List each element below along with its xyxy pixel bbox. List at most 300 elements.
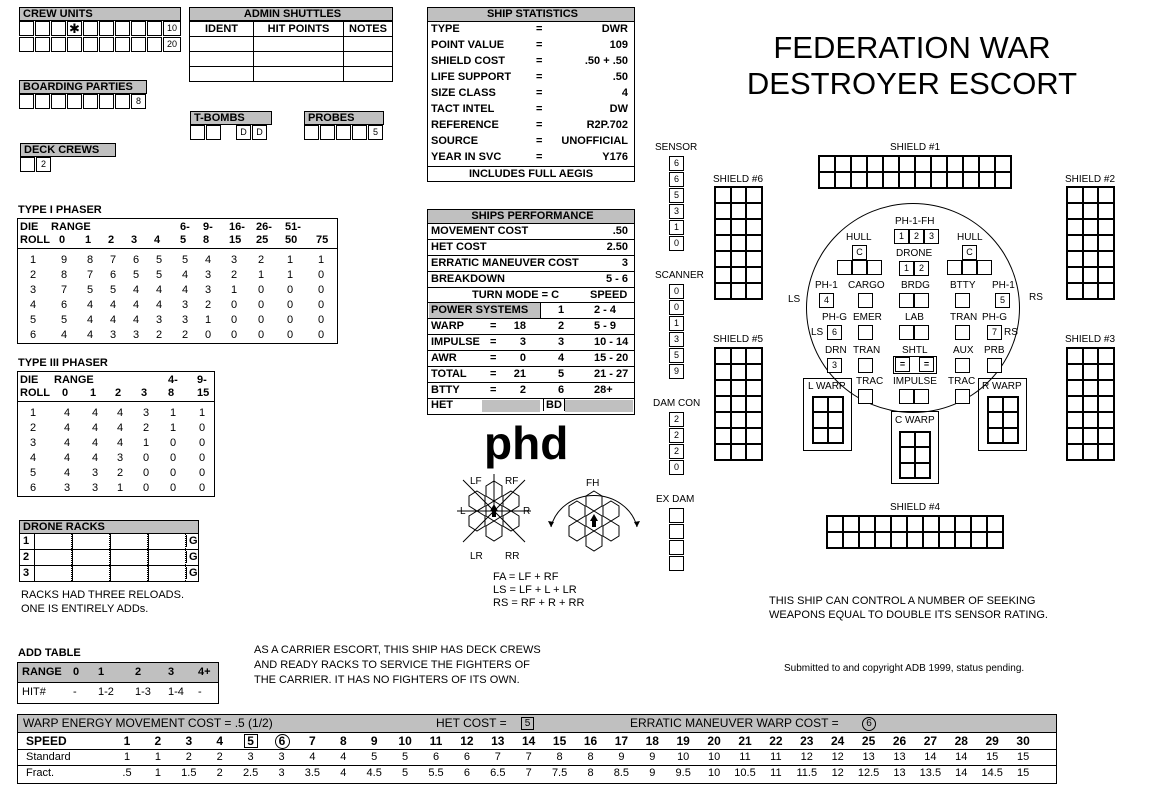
shield-box[interactable] — [955, 532, 971, 548]
shield-box[interactable] — [859, 516, 875, 532]
shield-box[interactable] — [1083, 283, 1099, 299]
boarding-party-box[interactable] — [35, 94, 50, 109]
lab-box[interactable] — [914, 325, 929, 340]
boarding-party-box[interactable] — [19, 94, 34, 109]
damcon-box[interactable]: 0 — [669, 460, 684, 475]
shield-box[interactable] — [1083, 235, 1099, 251]
shield-box[interactable] — [746, 267, 762, 283]
shield-box[interactable] — [715, 267, 731, 283]
type3-phaser-cell: 0 — [199, 467, 206, 479]
ph1-left-box[interactable]: 4 — [819, 293, 834, 308]
type3-phaser-cell: 4 — [92, 452, 99, 464]
drone-rack-slot[interactable] — [110, 566, 148, 581]
shield1-boxes[interactable] — [818, 155, 1012, 189]
shield-box[interactable] — [731, 412, 747, 428]
shield-box[interactable] — [1067, 396, 1083, 412]
shield-box[interactable] — [1067, 283, 1083, 299]
shield-box[interactable] — [1083, 267, 1099, 283]
shield-box[interactable] — [715, 251, 731, 267]
shield-box[interactable] — [899, 172, 915, 188]
shield-box[interactable] — [995, 172, 1011, 188]
shield-box[interactable] — [746, 235, 762, 251]
shield-box[interactable] — [1083, 219, 1099, 235]
shuttle-box[interactable]: = — [919, 357, 934, 372]
drone-rack-row[interactable] — [20, 566, 198, 582]
trac-box[interactable] — [858, 389, 873, 404]
speed-range: 5 - 9 — [594, 320, 617, 332]
shuttle-box[interactable]: = — [895, 357, 910, 372]
boarding-party-box[interactable] — [115, 94, 130, 109]
warp-box[interactable] — [900, 432, 915, 447]
shield-box[interactable] — [875, 516, 891, 532]
ph1fh-box[interactable]: 2 — [909, 229, 924, 244]
impulse-box[interactable] — [914, 389, 929, 404]
crew-unit-box[interactable] — [115, 21, 130, 36]
shield-box[interactable] — [1067, 380, 1083, 396]
shield-box[interactable] — [715, 428, 731, 444]
shield-box[interactable] — [947, 156, 963, 172]
shield-box[interactable] — [715, 187, 731, 203]
shield-box[interactable] — [827, 516, 843, 532]
shield-box[interactable] — [731, 380, 747, 396]
drone-rack-slot[interactable] — [72, 534, 110, 549]
shield-box[interactable] — [1067, 444, 1083, 460]
tbomb-box[interactable] — [190, 125, 205, 140]
type3-phaser-cell: 1 — [30, 407, 37, 419]
shield-box[interactable] — [843, 532, 859, 548]
crew-unit-box[interactable] — [115, 37, 130, 52]
shield-box[interactable] — [1098, 396, 1114, 412]
aux-box[interactable] — [955, 358, 970, 373]
speed-cell: 18 — [645, 734, 659, 748]
crew-unit-box[interactable] — [99, 37, 114, 52]
damcon-box[interactable]: 2 — [669, 412, 684, 427]
shield-box[interactable] — [883, 172, 899, 188]
warp-box[interactable] — [828, 397, 843, 412]
shield-box[interactable] — [899, 156, 915, 172]
crew-unit-box[interactable] — [131, 37, 146, 52]
shield-box[interactable] — [939, 532, 955, 548]
tran-box[interactable] — [955, 325, 970, 340]
shield-box[interactable] — [963, 172, 979, 188]
ph1fh-box[interactable]: 1 — [894, 229, 909, 244]
shield-box[interactable] — [1067, 251, 1083, 267]
shield-box[interactable] — [715, 348, 731, 364]
shield-box[interactable] — [1067, 364, 1083, 380]
sensor-box[interactable]: 3 — [669, 204, 684, 219]
hull-box[interactable] — [947, 260, 962, 275]
shield-box[interactable] — [731, 251, 747, 267]
warp-box[interactable] — [988, 397, 1003, 412]
emer-box[interactable] — [858, 325, 873, 340]
perf-value: 2.50 — [606, 241, 628, 253]
trac-box[interactable] — [955, 389, 970, 404]
shield-box[interactable] — [915, 156, 931, 172]
shield-box[interactable] — [715, 396, 731, 412]
shield-box[interactable] — [1098, 235, 1114, 251]
warp-box[interactable] — [1003, 397, 1018, 412]
shield-box[interactable] — [1083, 203, 1099, 219]
type1-phaser-cell: 4 — [87, 314, 94, 326]
shield-box[interactable] — [923, 516, 939, 532]
shield-box[interactable] — [746, 364, 762, 380]
drone-rack-slot[interactable] — [34, 534, 72, 549]
shield-box[interactable] — [1098, 412, 1114, 428]
crew-unit-marker[interactable]: ✱ — [67, 21, 82, 36]
type1-phaser-cell: 0 — [231, 329, 238, 341]
hull-c-box[interactable]: C — [852, 245, 867, 260]
hull-box[interactable] — [962, 260, 977, 275]
exdam-box[interactable] — [669, 508, 684, 523]
type1-phaser-cell: 1 — [287, 254, 294, 266]
shield-box[interactable] — [746, 219, 762, 235]
shield-box[interactable] — [843, 516, 859, 532]
shield-box[interactable] — [731, 364, 747, 380]
shield3-boxes[interactable] — [1066, 347, 1115, 461]
warp-box[interactable] — [813, 428, 828, 443]
scanner-box[interactable]: 3 — [669, 332, 684, 347]
shield-box[interactable] — [859, 532, 875, 548]
tbombs-panel — [190, 111, 272, 141]
sensor-box[interactable]: 0 — [669, 236, 684, 251]
hull-box[interactable] — [977, 260, 992, 275]
drone-rack-slot[interactable] — [72, 550, 110, 565]
shield-box[interactable] — [955, 516, 971, 532]
warp-box[interactable] — [915, 463, 930, 478]
boarding-party-box[interactable] — [67, 94, 82, 109]
drone-rack-slot[interactable] — [110, 534, 148, 549]
shield2-boxes[interactable] — [1066, 186, 1115, 300]
shield-box[interactable] — [1098, 219, 1114, 235]
shield-box[interactable] — [731, 396, 747, 412]
shield-box[interactable] — [1067, 203, 1083, 219]
shield-box[interactable] — [1067, 267, 1083, 283]
drone-rack-slot[interactable] — [148, 566, 186, 581]
arc-label-lf: LF — [470, 476, 482, 487]
shield-box[interactable] — [731, 283, 747, 299]
shield-box[interactable] — [867, 156, 883, 172]
shield-box[interactable] — [835, 156, 851, 172]
scanner-box[interactable]: 0 — [669, 284, 684, 299]
shield-box[interactable] — [819, 172, 835, 188]
shield-box[interactable] — [731, 219, 747, 235]
shield-box[interactable] — [731, 235, 747, 251]
shield-box[interactable] — [963, 156, 979, 172]
shield-box[interactable] — [1083, 380, 1099, 396]
shield-box[interactable] — [746, 412, 762, 428]
shield-box[interactable] — [715, 364, 731, 380]
warp-box[interactable] — [988, 428, 1003, 443]
sensor-box[interactable]: 6 — [669, 172, 684, 187]
shuttle-cell[interactable] — [190, 67, 254, 82]
shield-box[interactable] — [746, 251, 762, 267]
hull-box[interactable] — [867, 260, 882, 275]
shield-box[interactable] — [1098, 187, 1114, 203]
shield-box[interactable] — [1083, 444, 1099, 460]
crew-unit-box[interactable] — [67, 37, 82, 52]
crew-unit-box[interactable] — [147, 37, 162, 52]
shield-box[interactable] — [746, 348, 762, 364]
crew-unit-box[interactable] — [19, 21, 34, 36]
shield-box[interactable] — [731, 428, 747, 444]
scanner-box[interactable]: 1 — [669, 316, 684, 331]
shield-box[interactable] — [746, 203, 762, 219]
hull-box[interactable] — [837, 260, 852, 275]
shield-box[interactable] — [923, 532, 939, 548]
drone-rack-slot[interactable] — [34, 550, 72, 565]
shield-box[interactable] — [731, 203, 747, 219]
deck-crew-box[interactable]: 2 — [36, 157, 51, 172]
ph1fh-box[interactable]: 3 — [924, 229, 939, 244]
shield-box[interactable] — [746, 444, 762, 460]
sensor-box[interactable]: 1 — [669, 220, 684, 235]
shield-box[interactable] — [1098, 283, 1114, 299]
shield-box[interactable] — [731, 444, 747, 460]
tran-box[interactable] — [858, 358, 873, 373]
damcon-box[interactable]: 2 — [669, 428, 684, 443]
probe-box[interactable] — [320, 125, 335, 140]
l-warp-boxes[interactable] — [812, 396, 844, 444]
shield-box[interactable] — [746, 283, 762, 299]
scanner-box[interactable]: 0 — [669, 300, 684, 315]
deck-crew-box[interactable] — [20, 157, 35, 172]
r-warp-boxes[interactable] — [987, 396, 1019, 444]
shield-box[interactable] — [891, 516, 907, 532]
fract-cell: 7.5 — [551, 767, 568, 779]
shield-box[interactable] — [979, 156, 995, 172]
shield-box[interactable] — [731, 348, 747, 364]
shield-box[interactable] — [746, 380, 762, 396]
shield-box[interactable] — [1098, 364, 1114, 380]
stat-eq: = — [536, 23, 543, 35]
type3-phaser-cell: 4 — [92, 437, 99, 449]
shuttle-cell[interactable] — [344, 67, 393, 82]
drone-rack-slot[interactable] — [148, 550, 186, 565]
shield-box[interactable] — [1098, 267, 1114, 283]
phg-right-box[interactable]: 7 — [987, 325, 1002, 340]
sensor-box[interactable]: 6 — [669, 156, 684, 171]
type3-phaser-cell: 0 — [199, 482, 206, 494]
drone-rack-slot[interactable] — [34, 566, 72, 581]
shield-box[interactable] — [835, 172, 851, 188]
shuttle-cell[interactable] — [190, 52, 254, 67]
shield-box[interactable] — [1098, 251, 1114, 267]
shuttle-cell[interactable] — [190, 37, 254, 52]
hull-box[interactable] — [852, 260, 867, 275]
shield-box[interactable] — [995, 156, 1011, 172]
type1-phaser-head2: 50 — [285, 234, 298, 246]
drone-rack-row[interactable] — [20, 534, 198, 550]
tbomb-box-d[interactable]: D — [236, 125, 251, 140]
drone-box[interactable]: 1 — [899, 261, 914, 276]
shield-box[interactable] — [1067, 428, 1083, 444]
stat-key: SOURCE — [431, 135, 479, 147]
shield-box[interactable] — [971, 532, 987, 548]
warp-box[interactable] — [813, 412, 828, 427]
warp-box[interactable] — [915, 447, 930, 462]
shuttle-cell[interactable] — [254, 67, 344, 82]
drone-box[interactable]: 2 — [914, 261, 929, 276]
crew-unit-box[interactable] — [35, 21, 50, 36]
type1-phaser-cell: 6 — [133, 254, 140, 266]
warp-box[interactable] — [828, 428, 843, 443]
shield-box[interactable] — [715, 380, 731, 396]
shield-box[interactable] — [746, 396, 762, 412]
shield-box[interactable] — [827, 532, 843, 548]
drone-rack-row[interactable] — [20, 550, 198, 566]
warp-box[interactable] — [1003, 428, 1018, 443]
shield-box[interactable] — [971, 516, 987, 532]
warp-box[interactable] — [813, 397, 828, 412]
brdg-box[interactable] — [899, 293, 914, 308]
shield-box[interactable] — [1083, 412, 1099, 428]
shield-box[interactable] — [1083, 348, 1099, 364]
shield-box[interactable] — [731, 267, 747, 283]
speed-cell: 27 — [923, 734, 938, 748]
warp-box[interactable] — [915, 432, 930, 447]
prb-box[interactable] — [987, 358, 1002, 373]
probe-box[interactable] — [352, 125, 367, 140]
crew-unit-box[interactable] — [51, 37, 66, 52]
shield-box[interactable] — [907, 516, 923, 532]
standard-cell: 7 — [525, 751, 532, 763]
drone-rack-slot[interactable] — [148, 534, 186, 549]
drone-rack-slot[interactable] — [110, 550, 148, 565]
shield-box[interactable] — [947, 172, 963, 188]
shield-box[interactable] — [979, 172, 995, 188]
crew-unit-box[interactable] — [19, 37, 34, 52]
damcon-box[interactable]: 2 — [669, 444, 684, 459]
hull-c-box[interactable]: C — [962, 245, 977, 260]
shield-box[interactable] — [731, 187, 747, 203]
tbomb-box[interactable] — [206, 125, 221, 140]
type3-phaser-cell: 4 — [64, 437, 71, 449]
shield-box[interactable] — [1098, 428, 1114, 444]
shield-box[interactable] — [851, 156, 867, 172]
shuttle-cell[interactable] — [254, 52, 344, 67]
shield-box[interactable] — [987, 532, 1003, 548]
scanner-box[interactable]: 9 — [669, 364, 684, 379]
warp-box[interactable] — [1003, 412, 1018, 427]
shield-box[interactable] — [715, 235, 731, 251]
shield-box[interactable] — [715, 283, 731, 299]
cargo-box[interactable] — [858, 293, 873, 308]
shield-box[interactable] — [1098, 380, 1114, 396]
boarding-party-box[interactable] — [83, 94, 98, 109]
drn-box[interactable]: 3 — [827, 358, 842, 373]
shield-box[interactable] — [1098, 444, 1114, 460]
shield-box[interactable] — [746, 428, 762, 444]
shield-box[interactable] — [746, 187, 762, 203]
sensor-box[interactable]: 5 — [669, 188, 684, 203]
shield-box[interactable] — [931, 172, 947, 188]
shield-box[interactable] — [883, 156, 899, 172]
shield-box[interactable] — [891, 532, 907, 548]
shield-box[interactable] — [1098, 348, 1114, 364]
shield-box[interactable] — [1083, 187, 1099, 203]
crew-unit-box[interactable] — [83, 21, 98, 36]
btty-box[interactable] — [955, 293, 970, 308]
standard-cell: 2 — [216, 751, 223, 763]
shuttle-cell[interactable] — [344, 52, 393, 67]
crew-unit-box[interactable] — [83, 37, 98, 52]
shield-box[interactable] — [907, 532, 923, 548]
shuttle-cell[interactable] — [254, 37, 344, 52]
exdam-box[interactable] — [669, 556, 684, 571]
shield-box[interactable] — [867, 172, 883, 188]
warp-box[interactable] — [900, 463, 915, 478]
shield4-boxes[interactable] — [826, 515, 1004, 549]
ph1-right-box[interactable]: 5 — [995, 293, 1010, 308]
crew-unit-box[interactable] — [147, 21, 162, 36]
shield-box[interactable] — [819, 156, 835, 172]
scanner-box[interactable]: 5 — [669, 348, 684, 363]
crew-unit-box[interactable] — [51, 21, 66, 36]
brdg-box[interactable] — [914, 293, 929, 308]
crew-unit-box[interactable] — [35, 37, 50, 52]
exdam-box[interactable] — [669, 524, 684, 539]
shield-box[interactable] — [875, 532, 891, 548]
warp-box[interactable] — [988, 412, 1003, 427]
crew-unit-box[interactable] — [99, 21, 114, 36]
warp-box[interactable] — [900, 447, 915, 462]
add-range-cell: 1 — [98, 666, 105, 678]
shield-box[interactable] — [915, 172, 931, 188]
shield-box[interactable] — [939, 516, 955, 532]
arc-label-l: L — [460, 506, 466, 517]
exdam-box[interactable] — [669, 540, 684, 555]
shield-box[interactable] — [987, 516, 1003, 532]
shield6-boxes[interactable] — [714, 186, 763, 300]
drone-rack-slot[interactable] — [72, 566, 110, 581]
shield-box[interactable] — [1067, 412, 1083, 428]
type3-phaser-cell: 0 — [143, 482, 150, 494]
warp-box[interactable] — [828, 412, 843, 427]
shield-box[interactable] — [1083, 364, 1099, 380]
shield-box[interactable] — [1083, 428, 1099, 444]
shield-box[interactable] — [851, 172, 867, 188]
probe-box[interactable] — [304, 125, 319, 140]
boarding-party-box[interactable] — [51, 94, 66, 109]
shield-box[interactable] — [931, 156, 947, 172]
type3-phaser-cell: 5 — [30, 467, 37, 479]
boarding-party-box[interactable] — [99, 94, 114, 109]
shield-box[interactable] — [1067, 219, 1083, 235]
shield-box[interactable] — [715, 219, 731, 235]
shield-box[interactable] — [715, 444, 731, 460]
shield-box[interactable] — [1083, 251, 1099, 267]
stat-eq: = — [536, 87, 543, 99]
type1-phaser-head2: 25 — [256, 234, 269, 246]
impulse-box[interactable] — [899, 389, 914, 404]
shield-box[interactable] — [1098, 203, 1114, 219]
speed-cell: 30 — [1016, 734, 1030, 748]
c-warp-boxes[interactable] — [899, 431, 931, 479]
shuttle-cell[interactable] — [344, 37, 393, 52]
tbomb-box-d[interactable]: D — [252, 125, 267, 140]
probe-box[interactable] — [336, 125, 351, 140]
phg-left-box[interactable]: 6 — [827, 325, 842, 340]
shield-box[interactable] — [715, 203, 731, 219]
lab-box[interactable] — [899, 325, 914, 340]
shield-box[interactable] — [1067, 348, 1083, 364]
shield5-boxes[interactable] — [714, 347, 763, 461]
shield-box[interactable] — [1067, 235, 1083, 251]
crew-unit-box[interactable] — [131, 21, 146, 36]
shield-box[interactable] — [1083, 396, 1099, 412]
shield-box[interactable] — [1067, 187, 1083, 203]
shield-box[interactable] — [715, 412, 731, 428]
